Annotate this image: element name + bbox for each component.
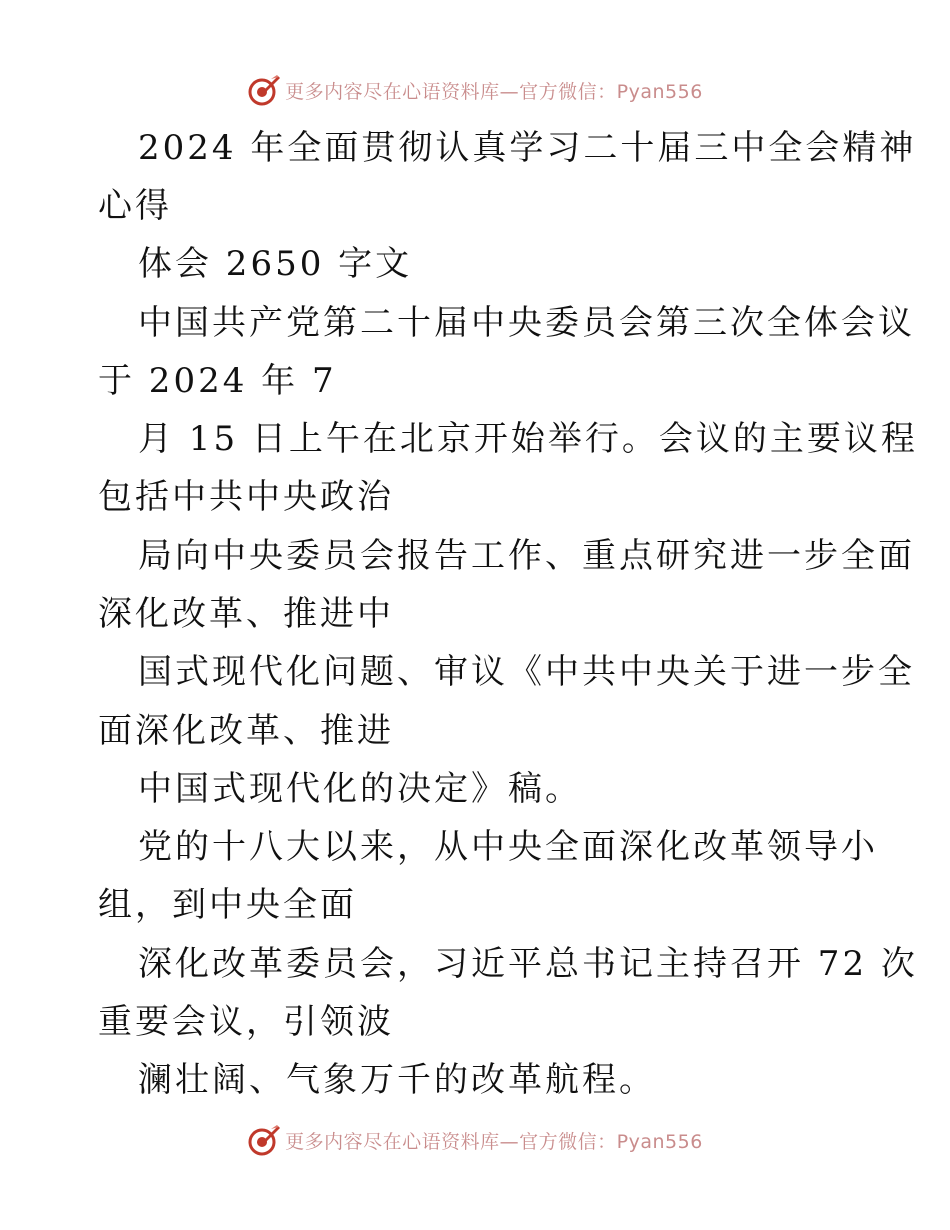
doc-title-line: 心得 xyxy=(98,186,172,226)
doc-title-line: 2024 年全面贯彻认真学习二十届三中全会精神 xyxy=(138,128,917,168)
doc-paragraph-line: 组，到中央全面 xyxy=(98,885,357,925)
doc-paragraph-line: 中国式现代化的决定》稿。 xyxy=(138,769,582,809)
doc-paragraph-line: 中国共产党第二十届中央委员会第三次全体会议 xyxy=(138,303,915,343)
watermark-text: 更多内容尽在心语资料库—官方微信：Pyan556 xyxy=(285,1130,703,1153)
doc-paragraph-line: 面深化改革、推进 xyxy=(98,711,394,751)
footer-watermark xyxy=(0,1120,950,1160)
doc-paragraph-line: 包括中共中央政治 xyxy=(98,477,394,517)
watermark-text: 更多内容尽在心语资料库—官方微信：Pyan556 xyxy=(285,80,703,103)
doc-paragraph-line: 月 15 日上午在北京开始举行。会议的主要议程 xyxy=(138,419,918,459)
doc-paragraph-line: 党的十八大以来，从中央全面深化改革领导小 xyxy=(138,827,878,867)
doc-paragraph-line: 澜壮阔、气象万千的改革航程。 xyxy=(138,1060,656,1100)
doc-paragraph-line: 重要会议，引领波 xyxy=(98,1002,394,1042)
doc-paragraph-line: 深化改革、推进中 xyxy=(98,594,394,634)
doc-paragraph-line: 局向中央委员会报告工作、重点研究进一步全面 xyxy=(138,536,915,576)
doc-paragraph-line: 国式现代化问题、审议《中共中央关于进一步全 xyxy=(138,652,915,692)
doc-subtitle-line: 体会 2650 字文 xyxy=(138,244,413,284)
doc-paragraph-line: 深化改革委员会，习近平总书记主持召开 72 次 xyxy=(138,944,918,984)
doc-paragraph-line: 于 2024 年 7 xyxy=(98,361,337,401)
quill-circle-icon xyxy=(247,1123,281,1157)
